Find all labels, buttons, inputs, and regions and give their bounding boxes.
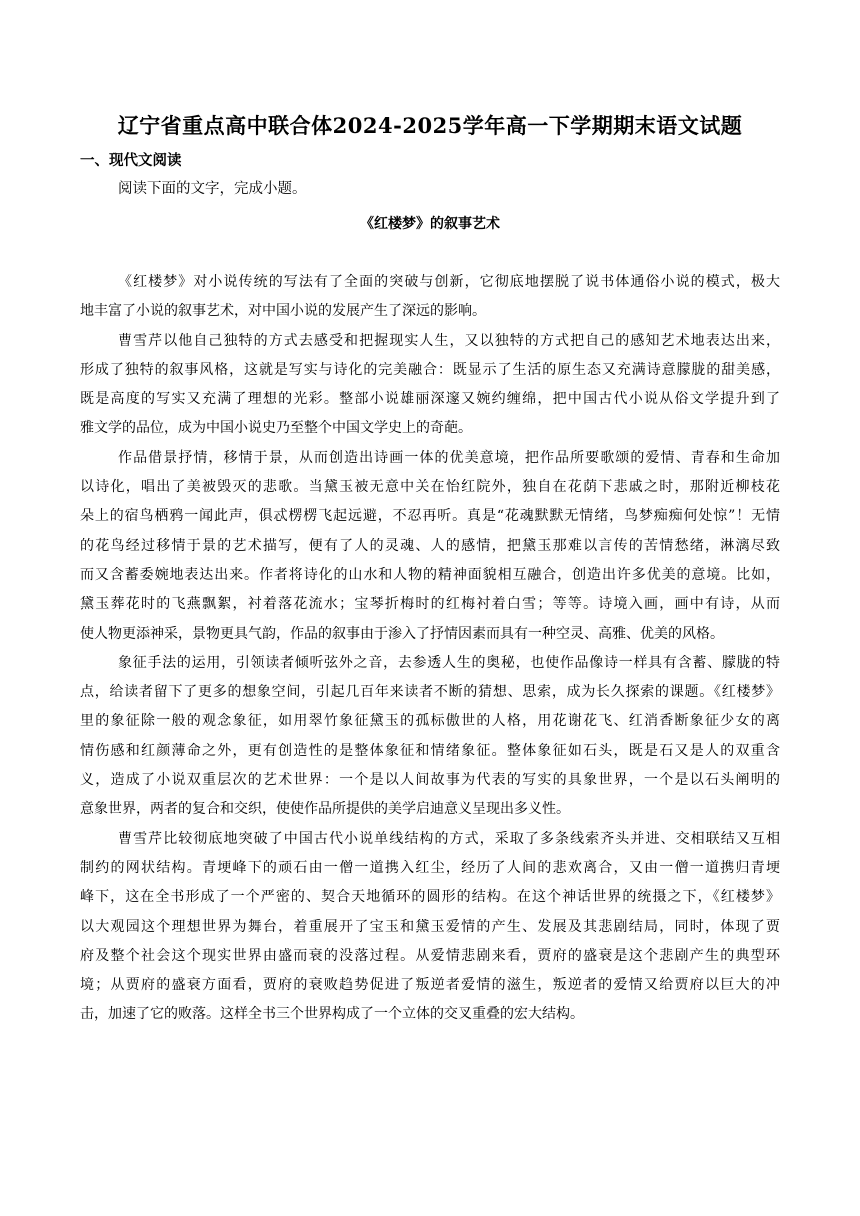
exam-title: 辽宁省重点高中联合体2024-2025学年高一下学期期末语文试题	[117, 113, 743, 138]
text-line: 的花鸟经过移情于景的艺术描写，便有了人的灵魂、人的感情，把黛玉那难以言传的苦情愁绪，淋漓尽致	[80, 537, 780, 554]
text-line: 以大观园这个理想世界为舞台，着重展开了宝玉和黛玉爱情的产生、发展及其悲剧结局，同时，体现了贾	[80, 918, 780, 935]
text-line: 象征手法的运用，引领读者倾听弦外之音，去参透人生的奥秘，也使作品像诗一样具有含蓄、朦胧的特	[118, 654, 780, 671]
paragraph-1	[80, 268, 780, 327]
text-line: 里的象征除一般的观念象征，如用翠竹象征黛玉的孤标傲世的人格，用花谢花飞、红消香断象征少女的离	[80, 713, 780, 730]
text-line: 而又含蓄委婉地表达出来。作者将诗化的山水和人物的精神面貌相互融合，创造出许多优美的意境。比如，	[80, 566, 780, 583]
text-line: 既是高度的写实又充满了理想的光彩。整部小说雄丽深邃又婉约缠绵，把中国古代小说从俗文学提升到了	[80, 391, 780, 408]
text-line: 形成了独特的叙事风格，这就是写实与诗化的完美融合：既显示了生活的原生态又充满诗意朦胧的甜美感，	[80, 361, 780, 378]
text-line: 《红楼梦》对小说传统的写法有了全面的突破与创新，它彻底地摆脱了说书体通俗小说的模式，极大	[118, 274, 780, 290]
text-line: 意象世界，两者的复合和交织，使使作品所提供的美学启迪意义呈现出多义性。	[80, 801, 570, 818]
paragraph-5	[80, 825, 780, 1030]
text-line: 朵上的宿鸟栖鸦一闻此声，俱忒楞楞飞起远避，不忍再听。真是“花魂默默无情绪，鸟梦痴痴何处惊”！无情	[80, 508, 780, 525]
text-line: 曹雪芹以他自己独特的方式去感受和把握现实人生，又以独特的方式把自己的感知艺术地表达出来，	[118, 332, 780, 349]
text-line: 作品借景抒情，移情于景，从而创造出诗画一体的优美意境，把作品所要歌颂的爱情、青春和生命加	[118, 449, 780, 466]
text-line: 使人物更添神采，景物更具气韵，作品的叙事由于渗入了抒情因素而具有一种空灵、高雅、优美的风格。	[80, 625, 724, 642]
text-line: 地丰富了小说的叙事艺术，对中国小说的发展产生了深远的影响。	[80, 303, 486, 320]
paragraph-2	[80, 327, 780, 444]
article-title: 《红楼梦》的叙事艺术	[360, 216, 500, 232]
text-line: 以诗化，唱出了美被毁灭的悲歌。当黛玉被无意中关在怡红院外，独自在花荫下悲戚之时，那附近柳枝花	[80, 479, 780, 496]
article-body	[80, 268, 780, 1030]
text-line: 黛玉葬花时的飞燕飘絮，衬着落花流水；宝琴折梅时的红梅衬着白雪；等等。诗境入画，画中有诗，从而	[80, 596, 780, 613]
text-line: 情伤感和红颜薄命之外，更有创造性的是整体象征和情绪象征。整体象征如石头，既是石又是人的双重含	[80, 742, 780, 759]
reading-instruction: 阅读下面的文字，完成小题。	[118, 181, 307, 197]
text-line: 府及整个社会这个现实世界由盛而衰的没落过程。从爱情悲剧来看，贾府的盛衰是这个悲剧产生的典型环	[80, 947, 780, 964]
text-line: 义，造成了小说双重层次的艺术世界：一个是以人间故事为代表的写实的具象世界，一个是以石头阐明的	[80, 772, 780, 789]
text-line: 制约的网状结构。青埂峰下的顽石由一僧一道携入红尘，经历了人间的悲欢离合，又由一僧一道携归青埂	[80, 859, 780, 876]
text-line: 点，给读者留下了更多的想象空间，引起几百年来读者不断的猜想、思索，成为长久探索的课题。《红楼梦》	[80, 684, 780, 701]
text-line: 曹雪芹比较彻底地突破了中国古代小说单线结构的方式，采取了多条线索齐头并进、交相联结又互相	[118, 830, 780, 847]
text-line: 雅文学的品位，成为中国小说史乃至整个中国文学史上的奇葩。	[80, 420, 472, 437]
section-heading: 一、现代文阅读	[80, 152, 182, 169]
text-line: 境；从贾府的盛衰方面看，贾府的衰败趋势促进了叛逆者爱情的滋生，叛逆者的爱情又给贾府以巨大的冲	[80, 977, 780, 994]
text-line: 峰下，这在全书形成了一个严密的、契合天地循环的圆形的结构。在这个神话世界的统摄之下，《红楼梦》	[80, 889, 780, 906]
paragraph-4	[80, 649, 780, 825]
paragraph-3	[80, 444, 780, 649]
text-line: 击，加速了它的败落。这样全书三个世界构成了一个立体的交叉重叠的宏大结构。	[80, 1006, 584, 1023]
